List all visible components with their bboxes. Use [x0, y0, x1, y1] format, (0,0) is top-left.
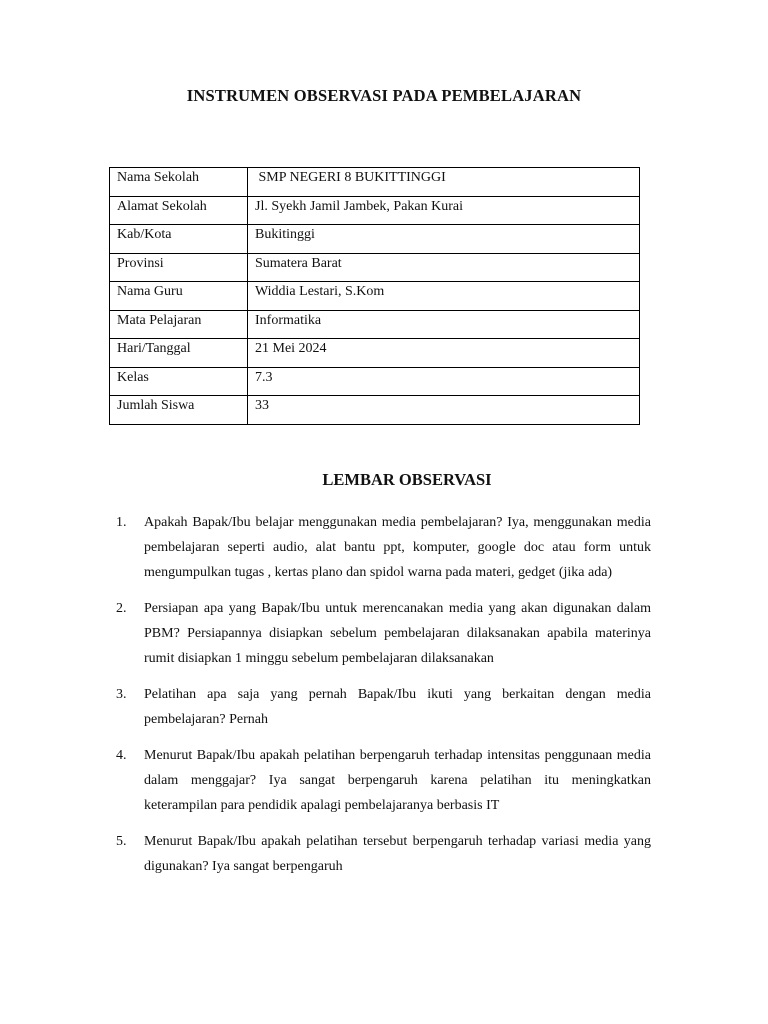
- list-item: [116, 682, 651, 732]
- question-text: Pelatihan apa saja yang pernah Bapak/Ibu ikuti yang berkaitan dengan media pembelajaran? Pernah: [144, 687, 651, 727]
- section-title: LEMBAR OBSERVASI: [322, 470, 492, 489]
- list-item: [116, 743, 651, 818]
- row-value: SMP NEGERI 8 BUKITTINGGI: [248, 168, 640, 197]
- row-label: Alamat Sekolah: [110, 196, 248, 225]
- question-number: 2.: [116, 601, 127, 616]
- row-label: Provinsi: [110, 253, 248, 282]
- question-number: 1.: [116, 515, 127, 530]
- row-value: Bukitinggi: [248, 225, 640, 254]
- question-text: Menurut Bapak/Ibu apakah pelatihan berpengaruh terhadap intensitas penggunaan media dalam menggajar? Iya sangat berpengaruh karena pelatihan itu meningkatkan keterampilan para pendidik apalagi pembelajaranya berbasis IT: [144, 748, 651, 813]
- question-number: 5.: [116, 834, 127, 849]
- row-value: Jl. Syekh Jamil Jambek, Pakan Kurai: [248, 196, 640, 225]
- list-item: [116, 596, 651, 671]
- document-title: INSTRUMEN OBSERVASI PADA PEMBELAJARAN: [186, 86, 582, 105]
- question-text: Menurut Bapak/Ibu apakah pelatihan tersebut berpengaruh terhadap variasi media yang digunakan? Iya sangat berpengaruh: [144, 834, 651, 874]
- row-value: 21 Mei 2024: [248, 339, 640, 368]
- table-row: [110, 396, 640, 425]
- question-text: Persiapan apa yang Bapak/Ibu untuk merencanakan media yang akan digunakan dalam PBM? Persiapannya disiapkan sebelum pembelajaran dilaksanakan apabila materinya rumit disiapkan 1 minggu sebelum pembelajaran dilaksanakan: [144, 601, 651, 666]
- school-info-table: [109, 167, 640, 425]
- row-value: Sumatera Barat: [248, 253, 640, 282]
- row-label: Kelas: [110, 367, 248, 396]
- question-list: [116, 510, 651, 879]
- row-value: Informatika: [248, 310, 640, 339]
- table-row: [110, 168, 640, 197]
- table-row: [110, 367, 640, 396]
- row-value: Widdia Lestari, S.Kom: [248, 282, 640, 311]
- table-row: [110, 310, 640, 339]
- list-item: [116, 829, 651, 879]
- question-text: Apakah Bapak/Ibu belajar menggunakan media pembelajaran? Iya, menggunakan media pembelajaran seperti audio, alat bantu ppt, komputer, google doc atau form untuk mengumpulkan tugas , kertas plano dan spidol warna pada materi, gedget (jika ada): [144, 515, 651, 580]
- table-row: [110, 196, 640, 225]
- row-label: Jumlah Siswa: [110, 396, 248, 425]
- table-row: [110, 282, 640, 311]
- table-row: [110, 225, 640, 254]
- table-row: [110, 339, 640, 368]
- row-value: 33: [248, 396, 640, 425]
- row-label: Nama Guru: [110, 282, 248, 311]
- row-label: Mata Pelajaran: [110, 310, 248, 339]
- question-number: 4.: [116, 748, 127, 763]
- row-label: Nama Sekolah: [110, 168, 248, 197]
- row-label: Hari/Tanggal: [110, 339, 248, 368]
- row-label: Kab/Kota: [110, 225, 248, 254]
- list-item: [116, 510, 651, 585]
- table-row: [110, 253, 640, 282]
- row-value: 7.3: [248, 367, 640, 396]
- question-number: 3.: [116, 687, 127, 702]
